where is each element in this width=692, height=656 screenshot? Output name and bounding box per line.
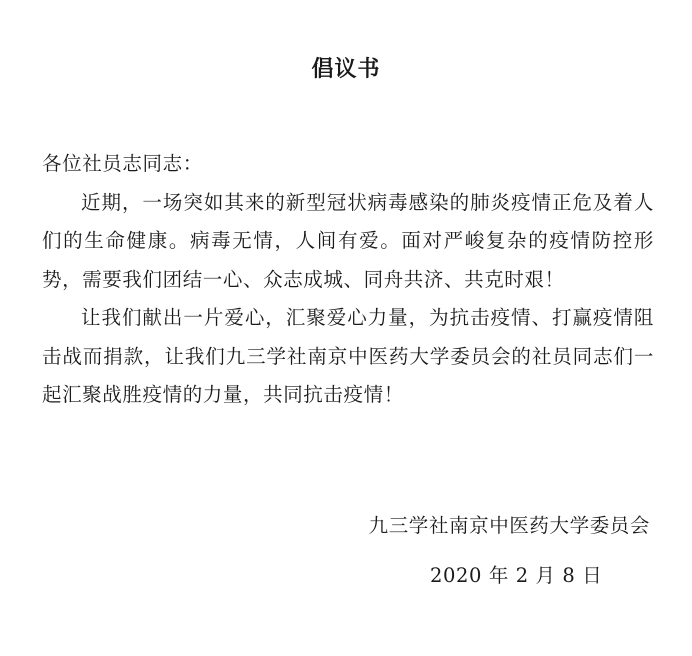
greeting: 各位社员志同志： bbox=[42, 152, 203, 175]
date: 2020 年 2 月 8 日 bbox=[430, 564, 603, 587]
document-title: 倡议书 bbox=[311, 57, 381, 82]
paragraph-1: 近期，一场突如其来的新型冠状病毒感染的肺炎疫情正危及着人们的生命健康。病毒无情，人间有爱。面对严峻复杂的疫情防控形势，需要我们团结一心、众志成城、同舟共济、共克时艰！ bbox=[42, 190, 654, 291]
letter-body bbox=[42, 145, 654, 415]
signature: 九三学社南京中医药大学委员会 bbox=[368, 514, 650, 537]
paragraph-2: 让我们献出一片爱心，汇聚爱心力量，为抗击疫情、打赢疫情阻击战而捐款，让我们九三学社南京中医药大学委员会的社员同志们一起汇聚战胜疫情的力量，共同抗击疫情！ bbox=[42, 306, 654, 406]
